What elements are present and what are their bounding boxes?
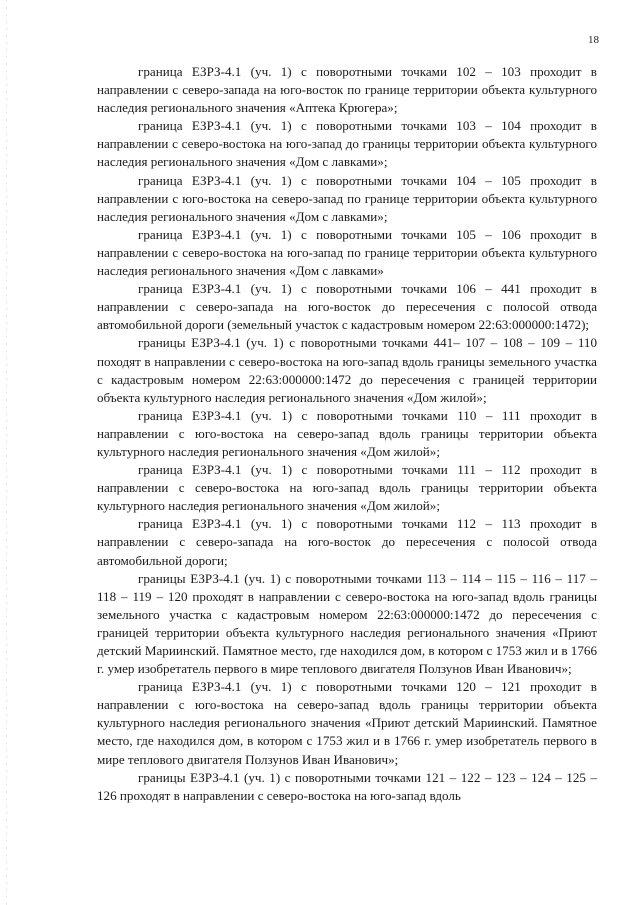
- page-number: 18: [588, 34, 599, 46]
- paragraph-11: граница ЕЗРЗ-4.1 (уч. 1) с поворотными точками 120 – 121 проходит в направлении с юго-востока на северо-запад вдоль границы территории объекта культурного наследия регионального значения «Приют детский Мариинский. Памятное место, где находился дом, в котором с 1753 жил и в 1766 г. умер изобретатель первого в мире теплового двигателя Ползунов Иван Иванович»;: [97, 679, 597, 767]
- paragraph-10: границы ЕЗРЗ-4.1 (уч. 1) с поворотными точками 113 – 114 – 115 – 116 – 117 – 118 – 119 – 120 проходят в направлении с северо-востока на юго-запад вдоль границы земельного участка с кадастровым номером 22:63:000000:1472 до пересечения с границей территории объекта культурного наследия регионального значения «Приют детский Мариинский. Памятное место, где находился дом, в котором с 1753 жил и в 1766 г. умер изобретатель первого в мире теплового двигателя Ползунов Иван Иванович»;: [97, 570, 597, 677]
- paragraph-12: границы ЕЗРЗ-4.1 (уч. 1) с поворотными точками 121 – 122 – 123 – 124 – 125 – 126 проходят в направлении с северо-востока на юго-запад вдоль: [97, 769, 597, 803]
- paragraph-8: граница ЕЗРЗ-4.1 (уч. 1) с поворотными точками 111 – 112 проходит в направлении с северо-востока на юго-запад вдоль границы территории объекта культурного наследия регионального значения «Дом жилой»;: [97, 462, 597, 514]
- paragraph-5: граница ЕЗРЗ-4.1 (уч. 1) с поворотными точками 106 – 441 проходит в направлении с северо-запада на юго-восток до пересечения с полосой отвода автомобильной дороги (земельный участок с кадастровым номером 22:63:000000:1472);: [97, 281, 597, 333]
- paragraph-2: граница ЕЗРЗ-4.1 (уч. 1) с поворотными точками 103 – 104 проходит в направлении с северо-востока на юго-запад до границы территории объекта культурного наследия регионального значения «Дом с лавками»;: [97, 118, 597, 170]
- paragraph-9: граница ЕЗРЗ-4.1 (уч. 1) с поворотными точками 112 – 113 проходит в направлении с северо-запада на юго-восток до пересечения с полосой отвода автомобильной дороги;: [97, 516, 597, 568]
- document-body: [97, 63, 597, 805]
- paragraph-1: граница ЕЗРЗ-4.1 (уч. 1) с поворотными точками 102 – 103 проходит в направлении с северо-запада на юго-восток по границе территории объекта культурного наследия регионального значения «Аптека Крюгера»;: [97, 64, 597, 116]
- paragraph-3: граница ЕЗРЗ-4.1 (уч. 1) с поворотными точками 104 – 105 проходит в направлении с юго-востока на северо-запад по границе территории объекта культурного наследия регионального значения «Дом с лавками»;: [97, 172, 597, 224]
- paragraph-7: граница ЕЗРЗ-4.1 (уч. 1) с поворотными точками 110 – 111 проходит в направлении с юго-востока на северо-запад вдоль границы территории объекта культурного наследия регионального значения «Дом жилой»;: [97, 407, 597, 459]
- paragraph-6: границы ЕЗРЗ-4.1 (уч. 1) с поворотными точками 441– 107 – 108 – 109 – 110 походят в направлении с северо-востока на юго-запад вдоль границы земельного участка с кадастровым номером 22:63:000000:1472 до пересечения с границей территории объекта культурного наследия регионального значения «Дом жилой»;: [97, 335, 597, 405]
- scan-edge-mark: [6, 0, 7, 905]
- paragraph-4: граница ЕЗРЗ-4.1 (уч. 1) с поворотными точками 105 – 106 проходит в направлении с северо-востока на юго-запад по границе территории объекта культурного наследия регионального значения «Дом с лавками»: [97, 226, 597, 279]
